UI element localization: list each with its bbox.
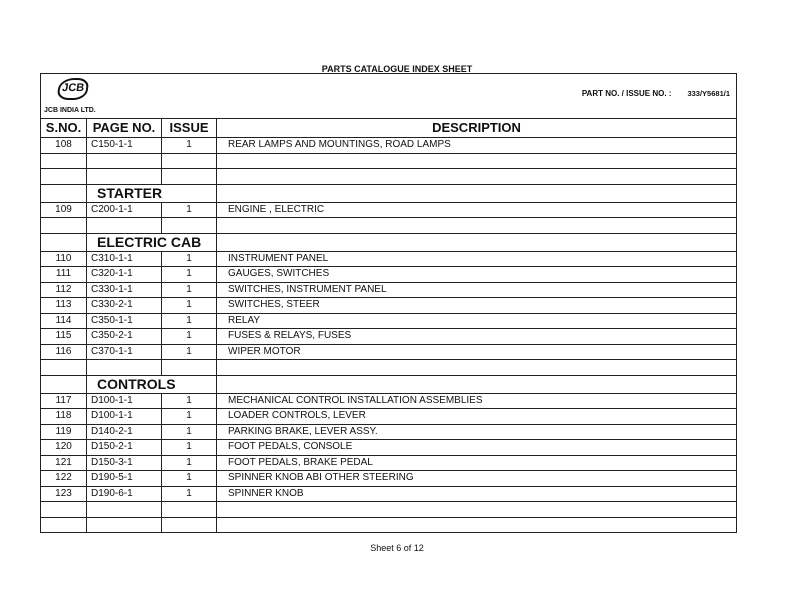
cell-issue: 1 [162,202,217,218]
cell-issue: 1 [162,455,217,471]
blank-row [41,169,737,185]
sheet-number: Sheet 6 of 12 [370,543,424,553]
cell-empty [162,517,217,533]
table-row [41,440,737,456]
section-heading: ELECTRIC CAB [87,233,217,251]
table-row [41,424,737,440]
cell-empty [217,233,737,251]
cell-sno: 113 [41,298,87,314]
section-heading: STARTER [87,184,217,202]
part-number [582,89,730,98]
cell-sno: 115 [41,329,87,345]
part-value: 333/Y5681/1 [687,89,730,98]
cell-empty [217,502,737,518]
section-row [41,184,737,202]
cell-issue: 1 [162,486,217,502]
jcb-logo: JCB [56,78,89,100]
cell-page: C320-1-1 [87,267,162,283]
cell-desc: FUSES & RELAYS, FUSES [217,329,737,345]
cell-empty [41,517,87,533]
cell-issue: 1 [162,409,217,425]
cell-empty [217,184,737,202]
cell-issue: 1 [162,313,217,329]
cell-sno: 114 [41,313,87,329]
cell-desc: SPINNER KNOB ABI OTHER STEERING [217,471,737,487]
cell-page: D150-2-1 [87,440,162,456]
cell-desc: LOADER CONTROLS, LEVER [217,409,737,425]
cell-desc: SWITCHES, STEER [217,298,737,314]
cell-desc: SPINNER KNOB [217,486,737,502]
cell-page: D140-2-1 [87,424,162,440]
company-name: JCB INDIA LTD. [44,107,96,114]
cell-empty [217,153,737,169]
cell-sno: 119 [41,424,87,440]
cell-desc: REAR LAMPS AND MOUNTINGS, ROAD LAMPS [217,138,737,154]
table-row [41,329,737,345]
cell-page: C150-1-1 [87,138,162,154]
header-page: PAGE NO. [87,119,162,138]
cell-desc: FOOT PEDALS, BRAKE PEDAL [217,455,737,471]
cell-sno: 123 [41,486,87,502]
blank-row [41,517,737,533]
cell-issue: 1 [162,393,217,409]
cell-empty [162,502,217,518]
cell-sno: 121 [41,455,87,471]
cell-desc: GAUGES, SWITCHES [217,267,737,283]
index-table [40,118,737,533]
section-heading: CONTROLS [87,375,217,393]
table-row [41,344,737,360]
cell-empty [87,153,162,169]
blank-row [41,218,737,234]
table-row [41,409,737,425]
cell-sno: 110 [41,251,87,267]
cell-empty [41,502,87,518]
sheet-title: PARTS CATALOGUE INDEX SHEET [321,64,473,74]
cell-sno: 112 [41,282,87,298]
table-row [41,471,737,487]
header-issue: ISSUE [162,119,217,138]
cell-empty [41,218,87,234]
cell-issue: 1 [162,344,217,360]
cell-empty [41,233,87,251]
cell-sno: 111 [41,267,87,283]
cell-issue: 1 [162,267,217,283]
blank-row [41,360,737,376]
cell-page: C370-1-1 [87,344,162,360]
cell-issue: 1 [162,138,217,154]
table-row [41,202,737,218]
cell-issue: 1 [162,424,217,440]
cell-page: D190-5-1 [87,471,162,487]
cell-empty [87,169,162,185]
cell-sno: 116 [41,344,87,360]
cell-empty [87,517,162,533]
table-row [41,251,737,267]
cell-sno: 118 [41,409,87,425]
table-row [41,393,737,409]
cell-issue: 1 [162,298,217,314]
header-description: DESCRIPTION [217,119,737,138]
cell-page: D100-1-1 [87,393,162,409]
cell-page: D100-1-1 [87,409,162,425]
cell-page: C200-1-1 [87,202,162,218]
cell-page: C330-2-1 [87,298,162,314]
header-box [40,73,737,118]
table-row [41,267,737,283]
part-label: PART NO. / ISSUE NO. : [581,89,672,98]
cell-desc: INSTRUMENT PANEL [217,251,737,267]
table-row [41,455,737,471]
cell-issue: 1 [162,329,217,345]
cell-empty [87,502,162,518]
cell-empty [217,360,737,376]
cell-empty [162,360,217,376]
cell-issue: 1 [162,251,217,267]
cell-empty [87,360,162,376]
cell-sno: 120 [41,440,87,456]
table-row [41,282,737,298]
cell-page: C330-1-1 [87,282,162,298]
cell-desc: SWITCHES, INSTRUMENT PANEL [217,282,737,298]
cell-page: C350-2-1 [87,329,162,345]
cell-empty [87,218,162,234]
cell-desc: FOOT PEDALS, CONSOLE [217,440,737,456]
cell-empty [217,218,737,234]
cell-empty [41,360,87,376]
cell-desc: RELAY [217,313,737,329]
cell-empty [162,153,217,169]
cell-empty [162,169,217,185]
cell-sno: 108 [41,138,87,154]
cell-empty [41,184,87,202]
cell-issue: 1 [162,440,217,456]
table-row [41,486,737,502]
cell-page: D190-6-1 [87,486,162,502]
cell-page: C310-1-1 [87,251,162,267]
table-row [41,138,737,154]
cell-sno: 117 [41,393,87,409]
cell-empty [217,517,737,533]
cell-desc: MECHANICAL CONTROL INSTALLATION ASSEMBLIES [217,393,737,409]
cell-sno: 109 [41,202,87,218]
cell-issue: 1 [162,471,217,487]
cell-desc: PARKING BRAKE, LEVER ASSY. [217,424,737,440]
cell-empty [217,375,737,393]
cell-empty [217,169,737,185]
cell-empty [41,375,87,393]
cell-empty [162,218,217,234]
table-row [41,298,737,314]
cell-empty [41,169,87,185]
table-row [41,313,737,329]
blank-row [41,502,737,518]
cell-desc: ENGINE , ELECTRIC [217,202,737,218]
cell-page: C350-1-1 [87,313,162,329]
blank-row [41,153,737,169]
cell-sno: 122 [41,471,87,487]
section-row [41,375,737,393]
header-sno: S.NO. [41,119,87,138]
section-row [41,233,737,251]
cell-empty [41,153,87,169]
cell-page: D150-3-1 [87,455,162,471]
cell-issue: 1 [162,282,217,298]
cell-desc: WIPER MOTOR [217,344,737,360]
